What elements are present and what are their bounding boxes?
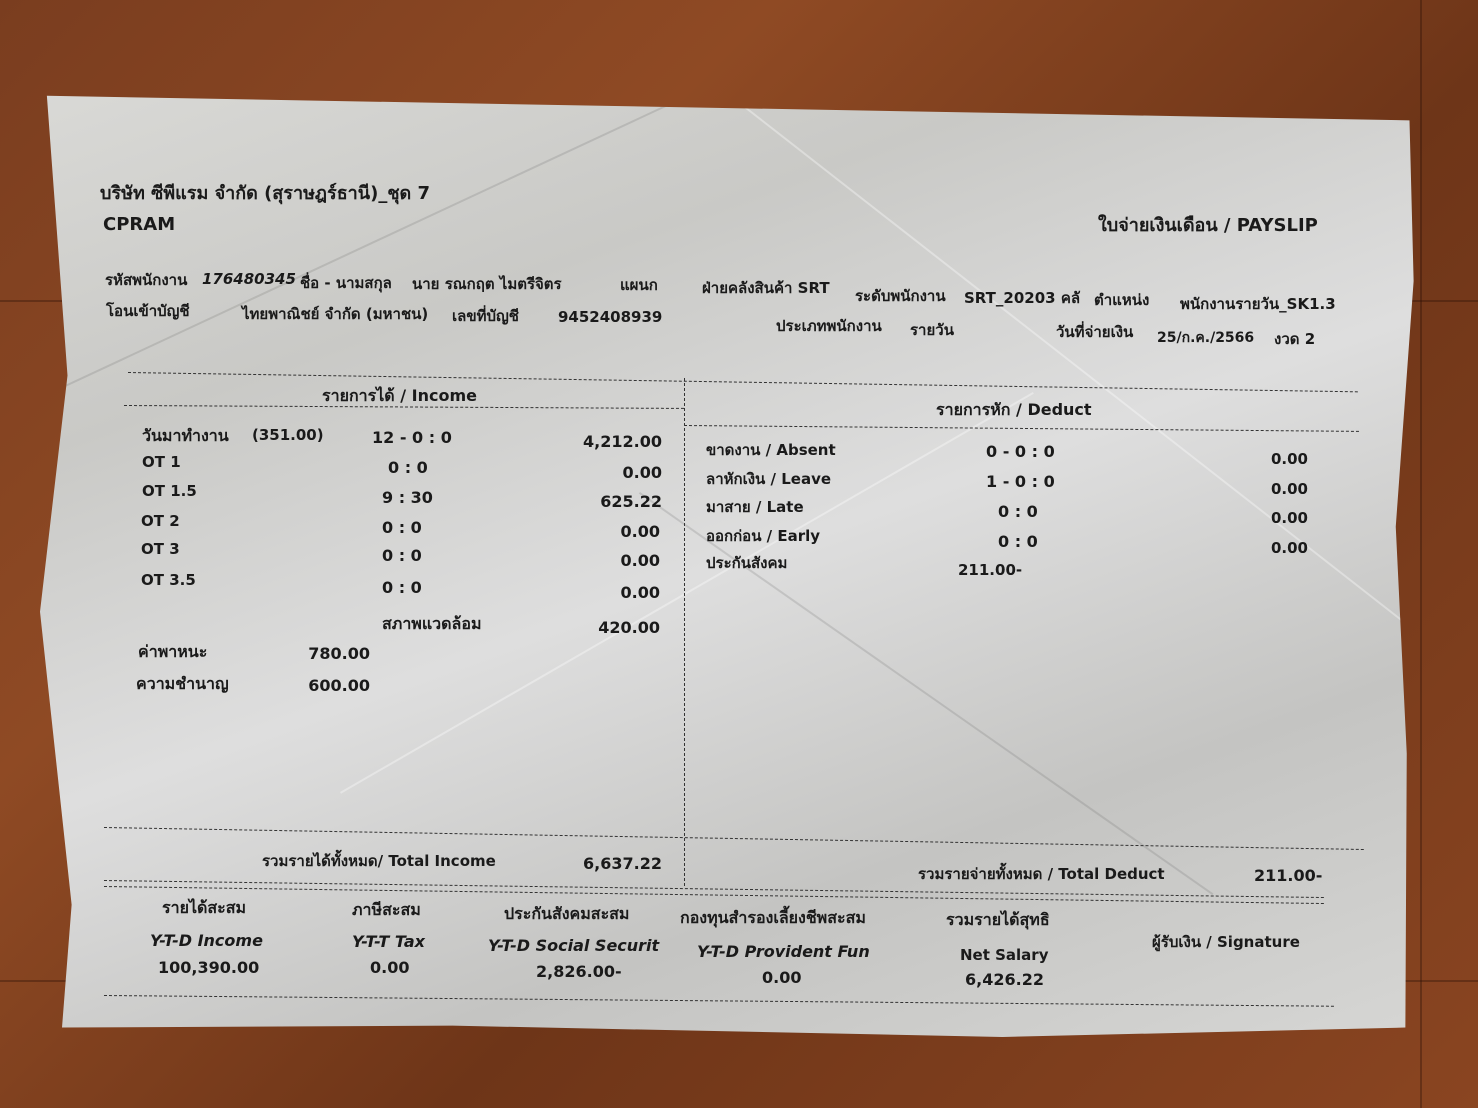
period-label: งวด 2 <box>1274 330 1316 348</box>
total-income-label: รวมรายได้ทั้งหมด/ Total Income <box>262 852 496 870</box>
income-amount: 0.00 <box>620 522 660 541</box>
bank-label: โอนเข้าบัญชี <box>106 302 190 320</box>
deduct-label: ขาดงาน / Absent <box>706 441 836 459</box>
ytd-tax-label: Y-T-T Tax <box>352 932 425 951</box>
ytd-tax-value: 0.00 <box>370 958 410 977</box>
ytd-income-label: Y-T-D Income <box>150 931 263 950</box>
income-qty: 0 : 0 <box>382 546 422 565</box>
income-label: OT 1.5 <box>142 482 197 500</box>
deduct-amount: 0.00 <box>1270 539 1308 557</box>
income-label: OT 2 <box>141 512 180 530</box>
company-name-thai: บริษัท ซีพีแรม จำกัด (สุราษฎร์ธานี)_ชุด 7 <box>100 183 431 204</box>
level-value: SRT_20203 คลั <box>964 289 1081 307</box>
deduct-qty: 0 : 0 <box>998 502 1038 521</box>
income-amount: 0.00 <box>620 583 660 602</box>
deduct-amount: 0.00 <box>1270 480 1308 498</box>
signature-label: ผู้รับเงิน / Signature <box>1152 933 1300 951</box>
income-heading: รายการได้ / Income <box>322 386 477 405</box>
total-deduct-amount: 211.00- <box>1254 866 1323 885</box>
bank-value: ไทยพาณิชย์ จำกัด (มหาชน) <box>242 305 429 323</box>
ytd-provident-fund-label-thai: กองทุนสำรองเลี้ยงชีพสะสม <box>680 908 866 927</box>
employee-type-value: รายวัน <box>910 321 954 339</box>
ytd-social-security-label-thai: ประกันสังคมสะสม <box>504 904 630 923</box>
deduct-amount: 0.00 <box>1270 509 1308 527</box>
income-label: OT 3.5 <box>141 571 196 589</box>
social-security-label: ประกันสังคม <box>706 554 788 572</box>
transport-allowance-label: ค่าพาหนะ <box>138 642 208 661</box>
paper-crease <box>340 392 1034 794</box>
income-qty: 12 - 0 : 0 <box>372 428 452 447</box>
income-label: วันมาทำงาน <box>142 426 229 445</box>
daily-rate: (351.00) <box>252 426 324 444</box>
income-qty: 0 : 0 <box>382 518 422 537</box>
ytd-provident-fund-label: Y-T-D Provident Fun <box>697 942 870 961</box>
deduct-heading: รายการหัก / Deduct <box>936 400 1092 419</box>
income-amount: 4,212.00 <box>583 432 662 451</box>
employee-id-value: 176480345 <box>202 270 296 288</box>
deduct-qty: 0 : 0 <box>998 532 1038 551</box>
environment-allowance-amount: 420.00 <box>598 618 660 637</box>
ytd-provident-fund-value: 0.00 <box>762 968 802 987</box>
net-salary-label: Net Salary <box>960 946 1049 964</box>
deduct-label: มาสาย / Late <box>706 498 804 516</box>
ytd-income-value: 100,390.00 <box>158 958 260 977</box>
paper-crease <box>739 102 1449 658</box>
income-qty: 9 : 30 <box>382 488 433 507</box>
deduct-amount: 0.00 <box>1270 450 1308 468</box>
net-salary-label-thai: รวมรายได้สุทธิ <box>946 910 1050 929</box>
ytd-tax-label-thai: ภาษีสะสม <box>352 900 421 919</box>
pay-date-label: วันที่จ่ายเงิน <box>1056 323 1134 341</box>
income-amount: 625.22 <box>600 492 662 511</box>
income-amount: 0.00 <box>622 463 662 482</box>
position-value: พนักงานรายวัน_SK1.3 <box>1180 295 1336 313</box>
environment-allowance-label: สภาพแวดล้อม <box>382 614 482 633</box>
total-income-amount: 6,637.22 <box>583 854 662 873</box>
skill-allowance-amount: 600.00 <box>308 676 370 695</box>
income-amount: 0.00 <box>620 551 660 570</box>
net-salary-value: 6,426.22 <box>965 970 1044 989</box>
deduct-qty: 0 - 0 : 0 <box>986 442 1055 461</box>
pay-date-value: 25/ก.ค./2566 <box>1157 330 1255 346</box>
income-qty: 0 : 0 <box>388 458 428 477</box>
account-value: 9452408939 <box>558 308 663 326</box>
employee-id-label: รหัสพนักงาน <box>105 271 188 289</box>
level-label: ระดับพนักงาน <box>855 287 946 305</box>
department-value: ฝ่ายคลังสินค้า SRT <box>702 279 830 297</box>
employee-name-value: นาย รณกฤต ไมตรีจิตร <box>412 275 562 293</box>
position-label: ตำแหน่ง <box>1094 291 1150 309</box>
social-security-amount: 211.00- <box>958 561 1023 579</box>
income-label: OT 1 <box>142 453 181 471</box>
table-seam <box>1420 0 1422 1108</box>
deduct-qty: 1 - 0 : 0 <box>986 472 1055 491</box>
deduct-label: ออกก่อน / Early <box>706 527 821 545</box>
income-label: OT 3 <box>141 540 180 558</box>
total-deduct-label: รวมรายจ่ายทั้งหมด / Total Deduct <box>918 865 1165 883</box>
ytd-social-security-value: 2,826.00- <box>536 962 622 981</box>
deduct-label: ลาหักเงิน / Leave <box>706 470 832 488</box>
income-qty: 0 : 0 <box>382 578 422 597</box>
employee-name-label: ชื่อ - นามสกุล <box>300 274 392 292</box>
account-label: เลขที่บัญชี <box>452 307 519 325</box>
transport-allowance-amount: 780.00 <box>308 644 370 663</box>
document-title: ใบจ่ายเงินเดือน / PAYSLIP <box>1098 215 1318 236</box>
ytd-income-label-thai: รายได้สะสม <box>162 898 247 917</box>
ytd-social-security-label: Y-T-D Social Securit <box>488 936 660 955</box>
department-label: แผนก <box>620 276 658 294</box>
skill-allowance-label: ความชำนาญ <box>136 674 229 693</box>
employee-type-label: ประเภทพนักงาน <box>776 317 882 335</box>
column-divider <box>684 378 685 886</box>
company-name-english: CPRAM <box>103 214 176 235</box>
